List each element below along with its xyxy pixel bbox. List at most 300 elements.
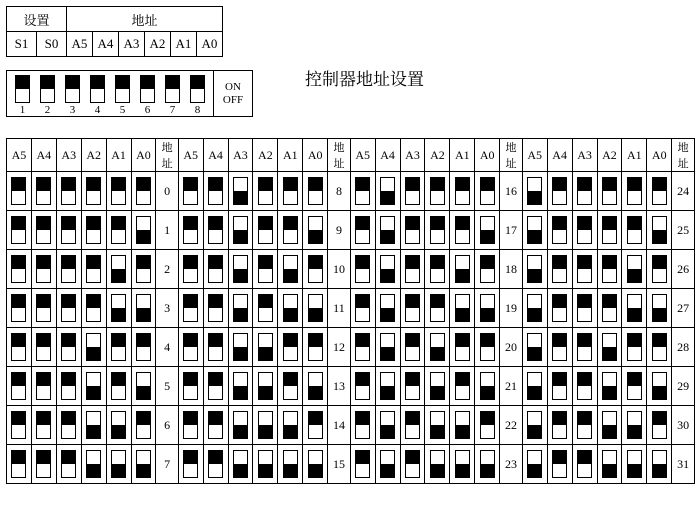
switch-cell[interactable] [450,328,475,367]
dip-switch-toggle[interactable] [183,294,198,322]
dip-switch-toggle[interactable] [652,411,667,439]
switch-cell[interactable] [622,367,647,406]
switch-cell[interactable] [572,445,597,484]
dip-switch-toggle[interactable] [355,216,370,244]
dip-switch-toggle[interactable] [405,372,420,400]
switch-cell[interactable] [647,211,672,250]
switch-cell[interactable] [475,445,500,484]
switch-cell[interactable] [56,250,81,289]
dip-switch-toggle[interactable] [627,294,642,322]
dip-switch-toggle[interactable] [136,255,151,283]
switch-cell[interactable] [622,289,647,328]
dip-switch-toggle[interactable] [430,255,445,283]
switch-cell[interactable] [475,289,500,328]
dip-switch-toggle[interactable] [233,372,248,400]
dip-switch-cell[interactable] [60,75,85,116]
dip-switch-toggle[interactable] [627,333,642,361]
dip-switch-toggle[interactable] [36,450,51,478]
dip-switch-toggle[interactable] [480,450,495,478]
switch-cell[interactable] [31,328,56,367]
switch-cell[interactable] [522,367,547,406]
switch-cell[interactable] [278,406,303,445]
dip-switch-toggle[interactable] [283,216,298,244]
switch-cell[interactable] [303,406,328,445]
switch-cell[interactable] [350,250,375,289]
switch-cell[interactable] [253,445,278,484]
switch-cell[interactable] [56,328,81,367]
switch-cell[interactable] [547,250,572,289]
dip-switch-toggle[interactable] [602,372,617,400]
dip-switch-toggle[interactable] [652,255,667,283]
switch-cell[interactable] [547,211,572,250]
switch-cell[interactable] [622,328,647,367]
switch-cell[interactable] [7,289,32,328]
dip-switch-toggle[interactable] [405,333,420,361]
switch-cell[interactable] [597,289,622,328]
switch-cell[interactable] [81,289,106,328]
switch-cell[interactable] [203,289,228,328]
switch-cell[interactable] [278,211,303,250]
dip-switch-toggle[interactable] [136,372,151,400]
dip-switch-toggle[interactable] [90,75,105,103]
dip-switch-toggle[interactable] [552,216,567,244]
switch-cell[interactable] [228,367,253,406]
dip-switch-toggle[interactable] [380,255,395,283]
dip-switch-toggle[interactable] [652,294,667,322]
dip-switch-toggle[interactable] [430,450,445,478]
dip-switch-toggle[interactable] [552,372,567,400]
dip-switch-toggle[interactable] [380,294,395,322]
dip-switch-toggle[interactable] [208,255,223,283]
switch-cell[interactable] [622,211,647,250]
dip-switch-toggle[interactable] [11,372,26,400]
dip-switch-toggle[interactable] [480,411,495,439]
switch-cell[interactable] [425,172,450,211]
dip-switch-toggle[interactable] [233,450,248,478]
switch-cell[interactable] [622,445,647,484]
dip-switch-toggle[interactable] [11,294,26,322]
dip-switch-toggle[interactable] [86,216,101,244]
switch-cell[interactable] [425,211,450,250]
switch-cell[interactable] [647,289,672,328]
switch-cell[interactable] [375,367,400,406]
dip-switch-toggle[interactable] [258,177,273,205]
switch-cell[interactable] [228,211,253,250]
dip-switch-toggle[interactable] [36,177,51,205]
dip-switch-toggle[interactable] [480,294,495,322]
switch-cell[interactable] [131,211,156,250]
switch-cell[interactable] [522,250,547,289]
switch-cell[interactable] [572,250,597,289]
dip-switch-toggle[interactable] [258,255,273,283]
switch-cell[interactable] [7,250,32,289]
dip-switch-toggle[interactable] [233,294,248,322]
dip-switch-toggle[interactable] [652,177,667,205]
switch-cell[interactable] [425,250,450,289]
switch-cell[interactable] [375,172,400,211]
dip-switch-toggle[interactable] [258,216,273,244]
switch-cell[interactable] [228,289,253,328]
switch-cell[interactable] [106,328,131,367]
dip-switch-toggle[interactable] [405,411,420,439]
switch-cell[interactable] [547,445,572,484]
switch-cell[interactable] [278,289,303,328]
switch-cell[interactable] [228,406,253,445]
dip-switch-toggle[interactable] [208,411,223,439]
switch-cell[interactable] [647,250,672,289]
switch-cell[interactable] [106,289,131,328]
switch-cell[interactable] [450,367,475,406]
dip-switch-toggle[interactable] [602,177,617,205]
switch-cell[interactable] [450,172,475,211]
dip-switch-toggle[interactable] [652,216,667,244]
switch-cell[interactable] [400,289,425,328]
switch-cell[interactable] [425,328,450,367]
switch-cell[interactable] [350,328,375,367]
dip-switch-toggle[interactable] [208,294,223,322]
dip-switch-toggle[interactable] [308,216,323,244]
switch-cell[interactable] [203,250,228,289]
dip-switch-cell[interactable] [10,75,35,116]
switch-cell[interactable] [375,328,400,367]
dip-switch-toggle[interactable] [136,450,151,478]
dip-switch-toggle[interactable] [11,255,26,283]
dip-switch-toggle[interactable] [430,216,445,244]
switch-cell[interactable] [131,406,156,445]
switch-cell[interactable] [278,367,303,406]
dip-switch-toggle[interactable] [283,333,298,361]
dip-switch-toggle[interactable] [136,294,151,322]
dip-switch-toggle[interactable] [140,75,155,103]
switch-cell[interactable] [31,406,56,445]
switch-cell[interactable] [375,406,400,445]
switch-cell[interactable] [400,211,425,250]
switch-cell[interactable] [31,211,56,250]
dip-switch-toggle[interactable] [183,450,198,478]
switch-cell[interactable] [572,289,597,328]
dip-switch-toggle[interactable] [577,450,592,478]
dip-switch-toggle[interactable] [11,177,26,205]
dip-switch-toggle[interactable] [61,411,76,439]
dip-switch-cell[interactable] [185,75,210,116]
switch-cell[interactable] [622,406,647,445]
switch-cell[interactable] [350,211,375,250]
dip-switch-toggle[interactable] [61,333,76,361]
dip-switch-toggle[interactable] [577,333,592,361]
switch-cell[interactable] [475,250,500,289]
switch-cell[interactable] [31,250,56,289]
switch-cell[interactable] [131,445,156,484]
dip-switch-toggle[interactable] [111,450,126,478]
dip-switch-toggle[interactable] [527,333,542,361]
dip-switch-toggle[interactable] [208,372,223,400]
switch-cell[interactable] [81,250,106,289]
dip-switch-toggle[interactable] [11,333,26,361]
switch-cell[interactable] [178,406,203,445]
dip-switch-toggle[interactable] [527,294,542,322]
switch-cell[interactable] [572,172,597,211]
switch-cell[interactable] [400,367,425,406]
switch-cell[interactable] [203,211,228,250]
switch-cell[interactable] [350,367,375,406]
dip-switch-toggle[interactable] [380,450,395,478]
dip-switch-toggle[interactable] [405,255,420,283]
switch-cell[interactable] [131,289,156,328]
switch-cell[interactable] [253,328,278,367]
switch-cell[interactable] [106,250,131,289]
switch-cell[interactable] [522,289,547,328]
dip-switch-cell[interactable] [110,75,135,116]
dip-switch-toggle[interactable] [36,216,51,244]
dip-switch-toggle[interactable] [355,372,370,400]
switch-cell[interactable] [203,406,228,445]
dip-switch-toggle[interactable] [527,177,542,205]
switch-cell[interactable] [178,445,203,484]
dip-switch-toggle[interactable] [355,255,370,283]
switch-cell[interactable] [253,250,278,289]
switch-cell[interactable] [253,172,278,211]
dip-switch-toggle[interactable] [308,450,323,478]
dip-switch-toggle[interactable] [61,372,76,400]
dip-switch-toggle[interactable] [111,294,126,322]
switch-cell[interactable] [56,445,81,484]
switch-cell[interactable] [522,445,547,484]
dip-switch-toggle[interactable] [602,255,617,283]
switch-cell[interactable] [400,250,425,289]
dip-switch-toggle[interactable] [111,372,126,400]
dip-switch-toggle[interactable] [15,75,30,103]
dip-switch-cell[interactable] [135,75,160,116]
dip-switch-toggle[interactable] [65,75,80,103]
dip-switch-toggle[interactable] [480,216,495,244]
switch-cell[interactable] [425,289,450,328]
dip-switch-toggle[interactable] [602,411,617,439]
dip-switch-toggle[interactable] [86,177,101,205]
dip-switch-toggle[interactable] [61,216,76,244]
switch-cell[interactable] [400,172,425,211]
switch-cell[interactable] [81,328,106,367]
dip-switch-toggle[interactable] [183,333,198,361]
switch-cell[interactable] [597,406,622,445]
dip-switch-toggle[interactable] [652,333,667,361]
dip-switch-toggle[interactable] [627,216,642,244]
switch-cell[interactable] [597,367,622,406]
switch-cell[interactable] [228,328,253,367]
switch-cell[interactable] [622,250,647,289]
switch-cell[interactable] [106,367,131,406]
switch-cell[interactable] [303,172,328,211]
switch-cell[interactable] [178,289,203,328]
switch-cell[interactable] [228,445,253,484]
switch-cell[interactable] [56,172,81,211]
switch-cell[interactable] [131,328,156,367]
switch-cell[interactable] [56,406,81,445]
dip-switch-toggle[interactable] [208,216,223,244]
switch-cell[interactable] [303,328,328,367]
dip-switch-toggle[interactable] [627,255,642,283]
switch-cell[interactable] [547,367,572,406]
dip-switch-toggle[interactable] [308,255,323,283]
dip-switch-toggle[interactable] [455,255,470,283]
dip-switch-toggle[interactable] [36,294,51,322]
switch-cell[interactable] [303,289,328,328]
dip-switch-toggle[interactable] [165,75,180,103]
switch-cell[interactable] [31,172,56,211]
switch-cell[interactable] [597,445,622,484]
dip-switch-toggle[interactable] [355,450,370,478]
switch-cell[interactable] [31,445,56,484]
dip-switch-toggle[interactable] [480,255,495,283]
dip-switch-toggle[interactable] [355,177,370,205]
switch-cell[interactable] [253,367,278,406]
switch-cell[interactable] [647,328,672,367]
dip-switch-toggle[interactable] [480,177,495,205]
dip-switch-toggle[interactable] [380,177,395,205]
dip-switch-toggle[interactable] [283,450,298,478]
switch-cell[interactable] [522,172,547,211]
dip-switch-toggle[interactable] [111,255,126,283]
switch-cell[interactable] [253,406,278,445]
switch-cell[interactable] [203,328,228,367]
dip-switch-toggle[interactable] [111,216,126,244]
switch-cell[interactable] [647,172,672,211]
dip-switch-toggle[interactable] [258,450,273,478]
switch-cell[interactable] [31,367,56,406]
switch-cell[interactable] [547,328,572,367]
switch-cell[interactable] [425,445,450,484]
switch-cell[interactable] [522,211,547,250]
dip-switch-toggle[interactable] [86,333,101,361]
dip-switch-toggle[interactable] [405,177,420,205]
switch-cell[interactable] [522,328,547,367]
switch-cell[interactable] [253,289,278,328]
dip-switch-toggle[interactable] [602,333,617,361]
switch-cell[interactable] [228,172,253,211]
switch-cell[interactable] [7,328,32,367]
dip-switch-toggle[interactable] [86,255,101,283]
dip-switch-toggle[interactable] [577,372,592,400]
dip-switch-toggle[interactable] [627,450,642,478]
dip-switch-toggle[interactable] [233,333,248,361]
dip-switch-toggle[interactable] [40,75,55,103]
dip-switch-toggle[interactable] [627,411,642,439]
switch-cell[interactable] [178,211,203,250]
switch-cell[interactable] [547,172,572,211]
dip-switch-toggle[interactable] [208,177,223,205]
dip-switch-toggle[interactable] [455,450,470,478]
switch-cell[interactable] [375,250,400,289]
dip-switch-toggle[interactable] [430,333,445,361]
switch-cell[interactable] [178,367,203,406]
switch-cell[interactable] [475,211,500,250]
dip-switch-toggle[interactable] [233,411,248,439]
dip-switch-toggle[interactable] [283,372,298,400]
switch-cell[interactable] [647,406,672,445]
dip-switch-toggle[interactable] [380,333,395,361]
switch-cell[interactable] [350,445,375,484]
dip-switch-toggle[interactable] [258,294,273,322]
switch-cell[interactable] [7,172,32,211]
dip-switch-toggle[interactable] [183,372,198,400]
switch-cell[interactable] [178,328,203,367]
switch-cell[interactable] [572,406,597,445]
dip-switch-toggle[interactable] [86,411,101,439]
dip-switch-toggle[interactable] [308,294,323,322]
switch-cell[interactable] [597,211,622,250]
dip-switch-toggle[interactable] [11,411,26,439]
dip-switch-toggle[interactable] [208,333,223,361]
dip-switch-toggle[interactable] [455,333,470,361]
dip-switch-toggle[interactable] [552,294,567,322]
dip-switch-toggle[interactable] [480,333,495,361]
switch-cell[interactable] [303,445,328,484]
dip-switch-toggle[interactable] [11,216,26,244]
switch-cell[interactable] [450,250,475,289]
dip-switch-toggle[interactable] [61,255,76,283]
dip-switch-toggle[interactable] [577,216,592,244]
dip-switch-toggle[interactable] [405,294,420,322]
switch-cell[interactable] [131,250,156,289]
dip-switch-toggle[interactable] [308,177,323,205]
dip-switch-toggle[interactable] [527,255,542,283]
switch-cell[interactable] [56,211,81,250]
dip-switch-toggle[interactable] [430,177,445,205]
switch-cell[interactable] [303,250,328,289]
dip-switch-toggle[interactable] [430,294,445,322]
dip-switch-toggle[interactable] [527,450,542,478]
dip-switch-toggle[interactable] [136,411,151,439]
switch-cell[interactable] [572,328,597,367]
switch-cell[interactable] [375,445,400,484]
dip-switch-toggle[interactable] [283,255,298,283]
dip-switch-toggle[interactable] [577,411,592,439]
dip-switch-toggle[interactable] [111,411,126,439]
switch-cell[interactable] [81,406,106,445]
switch-cell[interactable] [178,172,203,211]
switch-cell[interactable] [597,328,622,367]
switch-cell[interactable] [7,406,32,445]
dip-switch-toggle[interactable] [283,294,298,322]
switch-cell[interactable] [56,289,81,328]
dip-switch-toggle[interactable] [652,372,667,400]
dip-switch-toggle[interactable] [283,411,298,439]
switch-cell[interactable] [303,211,328,250]
dip-switch-toggle[interactable] [183,255,198,283]
dip-switch-toggle[interactable] [577,177,592,205]
switch-cell[interactable] [450,406,475,445]
switch-cell[interactable] [278,328,303,367]
switch-cell[interactable] [450,289,475,328]
switch-cell[interactable] [203,445,228,484]
switch-cell[interactable] [106,211,131,250]
dip-switch-toggle[interactable] [430,411,445,439]
dip-switch-cell[interactable] [160,75,185,116]
dip-switch-toggle[interactable] [455,372,470,400]
switch-cell[interactable] [647,445,672,484]
dip-switch-toggle[interactable] [233,255,248,283]
dip-switch-toggle[interactable] [527,372,542,400]
switch-cell[interactable] [622,172,647,211]
switch-cell[interactable] [81,445,106,484]
switch-cell[interactable] [178,250,203,289]
switch-cell[interactable] [425,406,450,445]
dip-switch-toggle[interactable] [627,177,642,205]
dip-switch-toggle[interactable] [380,411,395,439]
switch-cell[interactable] [572,367,597,406]
switch-cell[interactable] [106,406,131,445]
switch-cell[interactable] [597,172,622,211]
dip-switch-toggle[interactable] [36,411,51,439]
